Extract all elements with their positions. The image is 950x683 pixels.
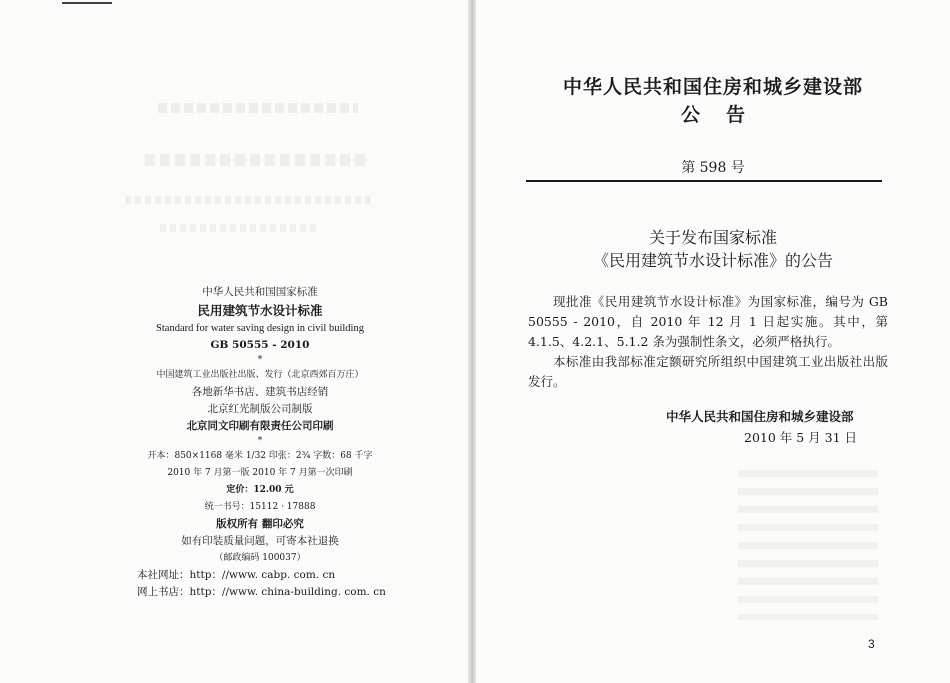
header-rule <box>526 180 882 182</box>
announcement-heading-line1: 关于发布国家标准 <box>648 228 777 247</box>
copyright-imprint <box>110 284 410 601</box>
online-store-line: 网上书店：http：//www. china-building. com. cn <box>137 586 386 598</box>
bleed-through-mark <box>158 103 358 113</box>
announcement-paragraph-2: 本标准由我部标准定额研究所组织中国建筑工业出版社出版发行。 <box>528 354 888 389</box>
postcode-line: （邮政编码 100037） <box>214 553 306 563</box>
signer: 中华人民共和国住房和城乡建设部 <box>666 409 854 424</box>
page-number: 3 <box>868 637 875 651</box>
publisher-line: 中国建筑工业出版社出版、发行（北京西郊百万庄） <box>156 370 364 380</box>
format-line: 开本：850×1168 毫米 1/32 印张：2¾ 字数：68 千字 <box>147 451 373 461</box>
standard-title-en: Standard for water saving design in civil building <box>156 323 364 334</box>
website-line: 本社网址：http：//www. cabp. com. cn <box>137 569 336 581</box>
return-notice: 如有印装质量问题，可寄本社退换 <box>181 535 339 547</box>
notice-number: 第 598 号 <box>681 160 745 176</box>
standard-title-zh: 民用建筑节水设计标准 <box>197 303 323 318</box>
standard-code: GB 50555 - 2010 <box>210 339 310 351</box>
announcement-body <box>528 292 888 392</box>
bleed-through-mark <box>145 154 365 166</box>
bleed-through-mark <box>738 470 878 620</box>
announcement-paragraph-1: 现批准《民用建筑节水设计标准》为国家标准，编号为 GB 50555 - 2010，自 2010 年 12 月 1 日起实施。其中，第 4.1.5、4.2.1、5.1.2 条为强制性条文，必须严格执行。 <box>528 294 888 349</box>
ministry-name: 中华人民共和国住房和城乡建设部 <box>562 76 863 98</box>
right-page-announcement <box>476 0 950 683</box>
plate-maker-line: 北京红光制版公司制版 <box>207 403 313 415</box>
notice-title: 公告 <box>680 104 771 126</box>
printer-line: 北京同文印刷有限责任公司印刷 <box>186 420 334 432</box>
book-number-line: 统一书号：15112 · 17888 <box>204 502 316 512</box>
distributor-line: 各地新华书店、建筑书店经销 <box>191 386 329 398</box>
top-edge-mark <box>62 2 112 4</box>
edition-line: 2010 年 7 月第一版 2010 年 7 月第一次印刷 <box>167 468 353 478</box>
copyright-notice: 版权所有 翻印必究 <box>216 518 304 530</box>
issue-date: 2010 年 5 月 31 日 <box>744 430 858 445</box>
price-line: 定价：12.00 元 <box>226 485 294 495</box>
bleed-through-mark <box>125 196 375 204</box>
bleed-through-mark <box>160 224 320 232</box>
separator-star: * <box>257 355 263 365</box>
announcement-heading-line2: 《民用建筑节水设计标准》的公告 <box>592 251 833 270</box>
left-page-copyright <box>0 0 470 683</box>
standard-category: 中华人民共和国国家标准 <box>202 286 318 298</box>
separator-star: * <box>257 436 263 446</box>
